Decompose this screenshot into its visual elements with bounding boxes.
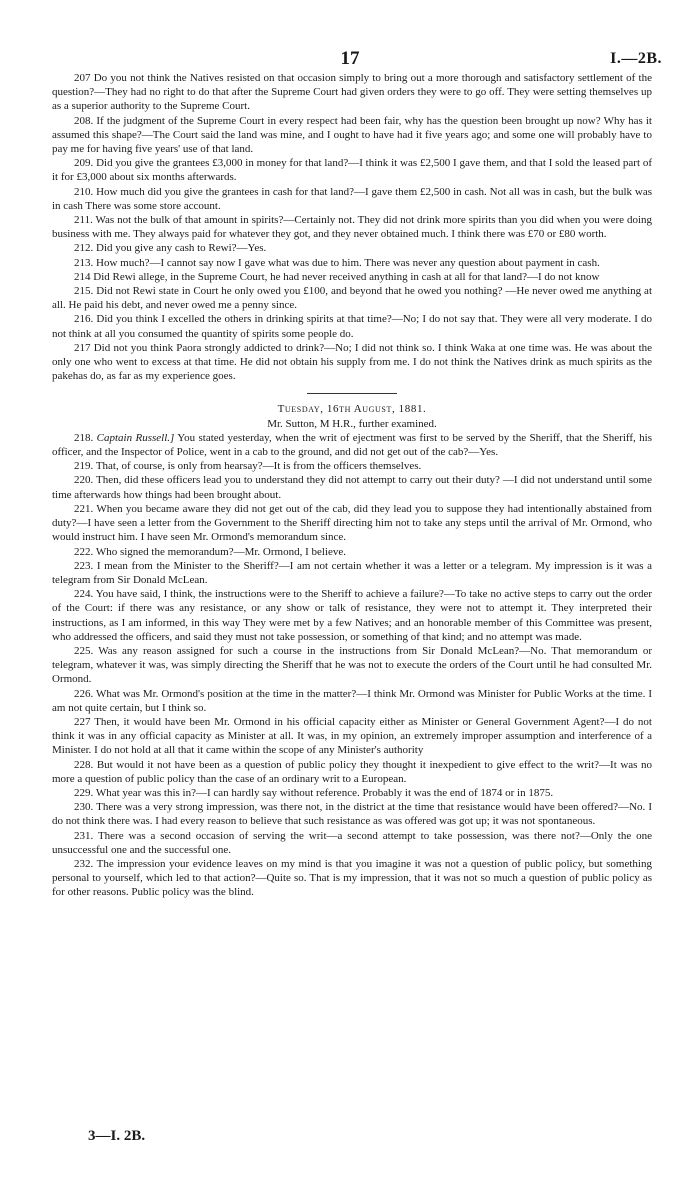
question-and-answer-text: Then, it would have been Mr. Ormond in his official capacity either as Minister or General Government Agent?—I do not think it was in any official capacity as Minister at all. It was, in my opinion, an extremely improper assumption and interference of a Minister. I do not hold at all that it came within the scope of any Minister's authority bbox=[52, 715, 652, 757]
question-number: 223. bbox=[74, 559, 94, 572]
question-and-answer-text: I mean from the Minister to the Sheriff?—I am not certain whether it was a letter or a telegram. My impression is it was a telegram from Sir Donald McLean. bbox=[52, 559, 653, 586]
question-and-answer-text: Did Rewi allege, in the Supreme Court, he had never received anything in cash at all for that land?—I do not know bbox=[93, 270, 600, 283]
question-and-answer-text: But would it not have been as a question of public policy they thought it inexpedient to give effect to the writ?—It was no more a question of public policy than the case of an ordinary writ to a European. bbox=[52, 758, 652, 785]
question-and-answer-text: You have said, I think, the instructions were to the Sheriff to achieve a failure?—To take no active steps to carry out the order of the Court: if there was any resistance, or any show or talk of resistance, they were not to attempt it. They interpreted their instructions, as I am informed, in this way They were met by a few Natives; and an honorable member of this Committee was present, who addressed the officers, and said they must not take possession, or something of that kind; and no attempt was made. bbox=[52, 588, 652, 643]
question-and-answer-text: Did you give the grantees £3,000 in money for that land?—I think it was £2,500 I gave them, and that I sold the leased part of it for £3,000 about six months afterwards. bbox=[52, 157, 652, 184]
question-number: 213. bbox=[74, 256, 94, 269]
evidence-paragraph bbox=[52, 185, 652, 213]
question-and-answer-text: Did you think I excelled the others in drinking spirits at that time?—No; I do not say that. They were all very moderate. I do not think at all you consumed the quantity of spirits some people do. bbox=[52, 313, 653, 340]
evidence-paragraph bbox=[52, 829, 652, 857]
question-number: 216. bbox=[74, 313, 94, 326]
question-number: 219. bbox=[74, 460, 94, 473]
questioner-name: Captain Russell.] bbox=[96, 431, 175, 444]
question-number: 222. bbox=[74, 545, 94, 558]
evidence-paragraph bbox=[52, 341, 652, 384]
question-number: 217 bbox=[74, 341, 91, 354]
question-and-answer-text: You stated yesterday, when the writ of ejectment was first to be served by the Sheriff, that the Sheriff, his officer, and the Inspector of Police, went in a cab to the ground, and did not get out of the cab?—Yes. bbox=[52, 431, 652, 459]
question-number: 211. bbox=[74, 214, 93, 227]
question-and-answer-text: Did not you think Paora strongly addicted to drink?—No; I did not think so. I think Waka at one time was. He was about the only one who went to excess at that time. He did not obtain his supply from me. I do not think the Natives drink as much spirits as the pakehas do, as far as my experience goes. bbox=[52, 341, 653, 383]
question-number: 226. bbox=[74, 687, 94, 700]
evidence-paragraph bbox=[52, 270, 652, 284]
evidence-paragraph bbox=[52, 256, 652, 270]
question-and-answer-text: What was Mr. Ormond's position at the time in the matter?—I think Mr. Ormond was Minister for Public Works at the time. I am not quite certain, but I think so. bbox=[52, 687, 652, 714]
evidence-paragraph bbox=[52, 786, 652, 800]
evidence-paragraph bbox=[52, 114, 652, 157]
evidence-paragraph bbox=[52, 587, 652, 644]
question-number: 214 bbox=[74, 270, 91, 283]
signature-mark: 3—I. 2B. bbox=[88, 1128, 146, 1144]
witness-heading bbox=[52, 417, 652, 431]
evidence-paragraph bbox=[52, 431, 652, 459]
page-number: 17 bbox=[340, 48, 360, 69]
evidence-paragraph bbox=[52, 156, 652, 184]
question-number: 225. bbox=[74, 644, 94, 657]
question-number: 228. bbox=[74, 758, 94, 771]
body-text bbox=[52, 71, 652, 900]
evidence-paragraph bbox=[52, 758, 652, 786]
question-and-answer-text: How much?—I cannot say now I gave what was due to him. There was never any question about payment in cash. bbox=[96, 256, 600, 269]
question-and-answer-text: When you became aware they did not get out of the cab, did they lead you to suppose they had intentionally abstained from duty?—I have seen a letter from the Government to the Sheriff directing him not to take any steps until the arrival of Mr. Ormond, who would instruct him. I have seen Mr. Ormond's memorandum since. bbox=[52, 502, 652, 544]
question-and-answer-text: Do you not think the Natives resisted on that occasion simply to bring out a more thorough and satisfactory settlement of the question?—They had no right to do that after the Supreme Court had given orders they were to go off. They were setting themselves up as a superior authority to the Supreme Court. bbox=[52, 72, 652, 113]
evidence-paragraph bbox=[52, 857, 652, 900]
question-number: 230. bbox=[74, 801, 94, 814]
question-number: 220. bbox=[74, 474, 94, 487]
evidence-paragraph bbox=[52, 545, 652, 559]
evidence-paragraph bbox=[52, 559, 652, 587]
question-number: 212. bbox=[74, 242, 94, 255]
evidence-paragraph bbox=[52, 459, 652, 473]
question-and-answer-text: If the judgment of the Supreme Court in every respect had been fair, why has the question been brought up now? Why has it assumed this shape?—The Court said the land was mine, and I ought to have had it five years ago; and some one will probably have to pay me for having five years' use of that land. bbox=[52, 114, 652, 156]
question-and-answer-text: Did you give any cash to Rewi?—Yes. bbox=[96, 242, 267, 255]
evidence-paragraph bbox=[52, 71, 652, 114]
question-number: 208. bbox=[74, 114, 94, 127]
question-and-answer-text: Was any reason assigned for such a course in the instructions from Sir Donald McLean?—No. That memorandum or telegram, whatever it was, was simply directing the Sheriff that he was not to execute the orders of the Court until he had consulted Mr. Ormond. bbox=[52, 644, 652, 686]
evidence-paragraph bbox=[52, 473, 652, 501]
question-number: 218. bbox=[74, 431, 94, 444]
evidence-paragraph bbox=[52, 502, 652, 545]
evidence-paragraph bbox=[52, 715, 652, 758]
question-number: 229. bbox=[74, 786, 94, 799]
question-and-answer-text: There was a very strong impression, was there not, in the district at the time that resistance would have been offered?—No. I do not think there was. I had every reason to believe that such resistance as was offered was got up; it was not spontaneous. bbox=[52, 801, 652, 828]
question-and-answer-text: Was not the bulk of that amount in spirits?—Certainly not. They did not drink more spirits than you did when you were doing business with me. They always paid for whatever they got, and they never obtained much. I think there was £70 or £80 worth. bbox=[52, 214, 652, 241]
section-divider bbox=[307, 393, 397, 394]
evidence-after bbox=[52, 431, 652, 900]
evidence-paragraph bbox=[52, 241, 652, 255]
evidence-paragraph bbox=[52, 312, 652, 340]
evidence-before bbox=[52, 71, 652, 383]
evidence-paragraph bbox=[52, 284, 652, 312]
question-number: 221. bbox=[74, 502, 94, 515]
question-and-answer-text: Did not Rewi state in Court he only owed you £100, and beyond that he owed you nothing? —He never owed me anything at all. He paid his debt, and never owed me a penny since. bbox=[52, 285, 652, 312]
question-and-answer-text: There was a second occasion of serving the writ—a second attempt to take possession, was there not?—Only the one unsuccessful one and the successful one. bbox=[52, 829, 652, 856]
sitting-date: Tuesday, 16th August, 1881. bbox=[277, 403, 427, 416]
question-number: 207 bbox=[74, 72, 91, 84]
evidence-paragraph bbox=[52, 644, 652, 687]
question-and-answer-text: Then, did these officers lead you to understand they did not attempt to carry out their duty? —I did not understand until some time afterwards how things had been brought about. bbox=[52, 474, 652, 501]
question-number: 210. bbox=[74, 185, 94, 198]
question-number: 215. bbox=[74, 285, 94, 298]
question-and-answer-text: How much did you give the grantees in cash for that land?—I gave them £2,500 in cash. Not all was in cash, but the bulk was in cash There was some store account. bbox=[52, 185, 653, 212]
document-reference: I.—2B. bbox=[610, 50, 662, 67]
question-number: 209. bbox=[74, 157, 94, 170]
question-and-answer-text: That, of course, is only from hearsay?—It is from the officers themselves. bbox=[95, 460, 422, 473]
question-and-answer-text: Who signed the memorandum?—Mr. Ormond, I believe. bbox=[95, 545, 347, 558]
question-number: 231. bbox=[74, 829, 94, 842]
question-number: 227 bbox=[74, 715, 91, 728]
evidence-paragraph bbox=[52, 800, 652, 828]
question-number: 224. bbox=[74, 588, 94, 601]
witness-line: Mr. Sutton, M H.R., further examined. bbox=[267, 417, 437, 430]
question-number: 232. bbox=[74, 857, 94, 870]
evidence-paragraph bbox=[52, 687, 652, 715]
evidence-paragraph bbox=[52, 213, 652, 241]
question-and-answer-text: What year was this in?—I can hardly say without reference. Probably it was the end of 1874 or in 1875. bbox=[95, 786, 554, 799]
question-and-answer-text: The impression your evidence leaves on my mind is that you imagine it was not a question of public policy, but something personal to yourself, which led to that action?—Quite so. That is my impression, that it was not so much a question of public policy as for other reasons. Public policy was the blind. bbox=[52, 857, 652, 899]
